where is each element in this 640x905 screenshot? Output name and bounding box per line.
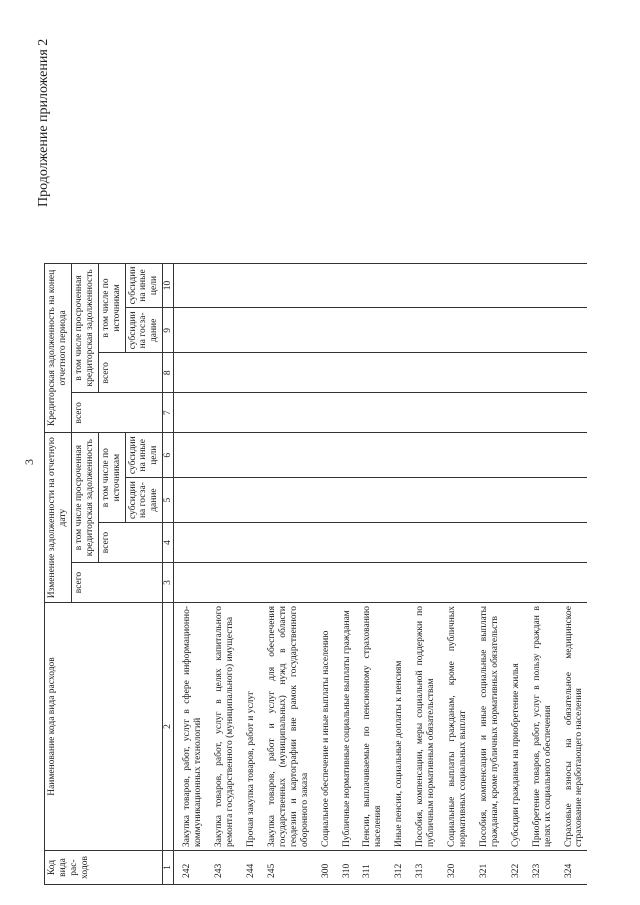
row-value-cell xyxy=(556,308,588,353)
row-value-cell xyxy=(174,263,206,308)
row-name: Публичные нормативные социальные выплаты гражданам xyxy=(334,603,355,851)
row-value-cell xyxy=(238,523,259,563)
row-value-cell xyxy=(206,308,238,353)
row-code: 312 xyxy=(386,851,407,885)
row-name: Иные пенсии, социальные доплаты к пенсиям xyxy=(386,603,407,851)
row-value-cell xyxy=(354,353,386,393)
row-value-cell xyxy=(386,433,407,478)
row-value-cell xyxy=(556,563,588,603)
row-value-cell xyxy=(471,523,503,563)
row-value-cell xyxy=(354,563,386,603)
row-value-cell xyxy=(556,478,588,523)
row-value-cell xyxy=(259,523,313,563)
row-name: Субсидии гражданам на приобретение жилья xyxy=(503,603,524,851)
column-number: 5 xyxy=(163,478,174,523)
row-value-cell xyxy=(313,433,334,478)
row-value-cell xyxy=(206,478,238,523)
table-row xyxy=(334,263,355,884)
row-value-cell xyxy=(471,263,503,308)
row-code: 313 xyxy=(407,851,439,885)
table-row xyxy=(238,263,259,884)
row-value-cell xyxy=(259,433,313,478)
column-number: 1 xyxy=(163,851,174,885)
code-col-header: Код вида рас-ходов xyxy=(45,851,163,885)
row-value-cell xyxy=(354,263,386,308)
row-code: 311 xyxy=(354,851,386,885)
row-value-cell xyxy=(386,308,407,353)
row-code: 321 xyxy=(471,851,503,885)
row-code: 243 xyxy=(206,851,238,885)
row-value-cell xyxy=(238,478,259,523)
row-value-cell xyxy=(386,393,407,433)
end-source-header: в том числе по источникам xyxy=(98,263,125,353)
row-value-cell xyxy=(471,478,503,523)
row-value-cell xyxy=(556,523,588,563)
row-value-cell xyxy=(334,353,355,393)
end-overdue-header: в том числе просроченная кредиторская задолженность xyxy=(71,263,98,393)
row-value-cell xyxy=(334,523,355,563)
row-value-cell xyxy=(313,523,334,563)
row-value-cell xyxy=(206,353,238,393)
name-col-header: Наименование кода вида расходов xyxy=(45,603,163,851)
row-value-cell xyxy=(259,563,313,603)
row-code: 324 xyxy=(556,851,588,885)
row-value-cell xyxy=(259,263,313,308)
row-value-cell xyxy=(556,263,588,308)
row-value-cell xyxy=(174,433,206,478)
column-number: 3 xyxy=(163,563,174,603)
row-value-cell xyxy=(524,353,556,393)
row-value-cell xyxy=(439,478,471,523)
table-row xyxy=(556,263,588,884)
row-value-cell xyxy=(386,263,407,308)
expenditure-table xyxy=(44,263,587,885)
row-value-cell xyxy=(471,353,503,393)
row-value-cell xyxy=(524,263,556,308)
row-name: Приобретение товаров, работ, услуг в пользу граждан в целях их социального обеспечения xyxy=(524,603,556,851)
row-value-cell xyxy=(524,433,556,478)
row-value-cell xyxy=(386,563,407,603)
row-name: Страховые взносы на обязательное медицинское страхование неработающего населения xyxy=(556,603,588,851)
row-name: Пособия, компенсации и иные социальные выплаты гражданам, кроме публичных нормативных обязательств xyxy=(471,603,503,851)
row-value-cell xyxy=(386,478,407,523)
row-code: 245 xyxy=(259,851,313,885)
row-name: Пенсии, выплачиваемые по пенсионному страхованию населения xyxy=(354,603,386,851)
row-code: 323 xyxy=(524,851,556,885)
change-subs-state-header: субсидии на госза-дание xyxy=(125,478,163,523)
row-value-cell xyxy=(407,263,439,308)
column-number-row xyxy=(163,263,174,884)
row-value-cell xyxy=(354,523,386,563)
row-value-cell xyxy=(238,433,259,478)
row-value-cell xyxy=(313,563,334,603)
column-number: 8 xyxy=(163,353,174,393)
row-value-cell xyxy=(407,308,439,353)
row-value-cell xyxy=(556,393,588,433)
row-name: Закупка товаров, работ, услуг в сфере информационно-коммуникационных технологий xyxy=(174,603,206,851)
change-source-header: в том числе по источникам xyxy=(98,433,125,523)
end-total-header: всего xyxy=(71,393,162,433)
row-value-cell xyxy=(524,563,556,603)
change-subs-other-header: субсидии на иные цели xyxy=(125,433,163,478)
page-number: 3 xyxy=(22,459,36,465)
row-value-cell xyxy=(439,433,471,478)
change-total-header: всего xyxy=(71,563,162,603)
row-value-cell xyxy=(313,308,334,353)
row-value-cell xyxy=(503,353,524,393)
end-subs-other-header: субсидии на иные цели xyxy=(125,263,163,308)
row-value-cell xyxy=(503,263,524,308)
row-value-cell xyxy=(503,308,524,353)
row-value-cell xyxy=(503,478,524,523)
table-row xyxy=(313,263,334,884)
row-code: 310 xyxy=(334,851,355,885)
row-value-cell xyxy=(407,523,439,563)
row-value-cell xyxy=(471,393,503,433)
row-value-cell xyxy=(439,563,471,603)
table-row xyxy=(386,263,407,884)
row-value-cell xyxy=(407,353,439,393)
row-value-cell xyxy=(471,563,503,603)
row-value-cell xyxy=(174,478,206,523)
row-value-cell xyxy=(524,308,556,353)
row-value-cell xyxy=(524,478,556,523)
row-code: 322 xyxy=(503,851,524,885)
row-name: Закупка товаров, работ и услуг для обеспечения государственных (муниципальных) нужд в области геодезии и картографии вне рамок государственного оборонного заказа xyxy=(259,603,313,851)
row-value-cell xyxy=(206,393,238,433)
row-value-cell xyxy=(238,263,259,308)
row-value-cell xyxy=(471,433,503,478)
row-code: 320 xyxy=(439,851,471,885)
row-value-cell xyxy=(334,393,355,433)
change-overdue-total-header: всего xyxy=(98,523,163,563)
end-group-header: Кредиторская задолженность на конец отчетного периода xyxy=(45,263,72,433)
row-value-cell xyxy=(259,478,313,523)
row-value-cell xyxy=(334,433,355,478)
row-value-cell xyxy=(174,563,206,603)
end-subs-state-header: субсидии на госза-дание xyxy=(125,308,163,353)
column-number: 10 xyxy=(163,263,174,308)
row-value-cell xyxy=(556,433,588,478)
row-value-cell xyxy=(471,308,503,353)
row-value-cell xyxy=(407,433,439,478)
row-value-cell xyxy=(503,523,524,563)
row-value-cell xyxy=(407,478,439,523)
row-value-cell xyxy=(313,353,334,393)
row-value-cell xyxy=(334,308,355,353)
row-value-cell xyxy=(313,263,334,308)
table-row xyxy=(259,263,313,884)
row-code: 244 xyxy=(238,851,259,885)
row-value-cell xyxy=(259,353,313,393)
row-value-cell xyxy=(206,523,238,563)
row-value-cell xyxy=(238,308,259,353)
row-value-cell xyxy=(439,308,471,353)
row-value-cell xyxy=(439,263,471,308)
column-number: 2 xyxy=(163,603,174,851)
row-value-cell xyxy=(238,563,259,603)
row-name: Социальные выплаты гражданам, кроме публичных нормативных социальных выплат xyxy=(439,603,471,851)
end-overdue-total-header: всего xyxy=(98,353,163,393)
change-group-header: Изменение задолженности на отчетную дату xyxy=(45,433,72,603)
row-value-cell xyxy=(313,478,334,523)
table-row xyxy=(471,263,503,884)
row-value-cell xyxy=(174,523,206,563)
row-name: Социальное обеспечение и иные выплаты населению xyxy=(313,603,334,851)
table-row xyxy=(439,263,471,884)
row-value-cell xyxy=(259,308,313,353)
table-row xyxy=(503,263,524,884)
continuation-label: Продолжение приложения 2 xyxy=(36,38,51,207)
row-value-cell xyxy=(524,393,556,433)
row-value-cell xyxy=(174,393,206,433)
row-value-cell xyxy=(556,353,588,393)
row-value-cell xyxy=(386,523,407,563)
row-code: 242 xyxy=(174,851,206,885)
column-number: 6 xyxy=(163,433,174,478)
row-value-cell xyxy=(259,393,313,433)
row-value-cell xyxy=(354,308,386,353)
column-number: 4 xyxy=(163,523,174,563)
table-row xyxy=(206,263,238,884)
row-code: 300 xyxy=(313,851,334,885)
row-value-cell xyxy=(439,353,471,393)
table-row xyxy=(354,263,386,884)
row-value-cell xyxy=(524,523,556,563)
row-value-cell xyxy=(503,393,524,433)
row-value-cell xyxy=(313,393,334,433)
column-number: 7 xyxy=(163,393,174,433)
row-value-cell xyxy=(238,353,259,393)
row-name: Пособия, компенсации, меры социальной поддержки по публичным нормативным обязательствам xyxy=(407,603,439,851)
table-row xyxy=(524,263,556,884)
row-value-cell xyxy=(354,393,386,433)
row-value-cell xyxy=(354,433,386,478)
row-value-cell xyxy=(334,563,355,603)
row-value-cell xyxy=(206,433,238,478)
row-value-cell xyxy=(407,393,439,433)
row-value-cell xyxy=(407,563,439,603)
row-value-cell xyxy=(174,353,206,393)
row-value-cell xyxy=(334,263,355,308)
table-row xyxy=(174,263,206,884)
row-value-cell xyxy=(354,478,386,523)
row-value-cell xyxy=(503,563,524,603)
row-value-cell xyxy=(174,308,206,353)
row-value-cell xyxy=(439,523,471,563)
row-value-cell xyxy=(439,393,471,433)
change-overdue-header: в том числе просроченная кредиторская задолженность xyxy=(71,433,98,563)
row-value-cell xyxy=(238,393,259,433)
row-value-cell xyxy=(206,263,238,308)
row-name: Прочая закупка товаров, работ и услуг xyxy=(238,603,259,851)
row-value-cell xyxy=(503,433,524,478)
row-value-cell xyxy=(386,353,407,393)
row-value-cell xyxy=(334,478,355,523)
row-name: Закупка товаров, работ, услуг в целях капитального ремонта государственного (муниципального) имущества xyxy=(206,603,238,851)
table-row xyxy=(407,263,439,884)
column-number: 9 xyxy=(163,308,174,353)
row-value-cell xyxy=(206,563,238,603)
